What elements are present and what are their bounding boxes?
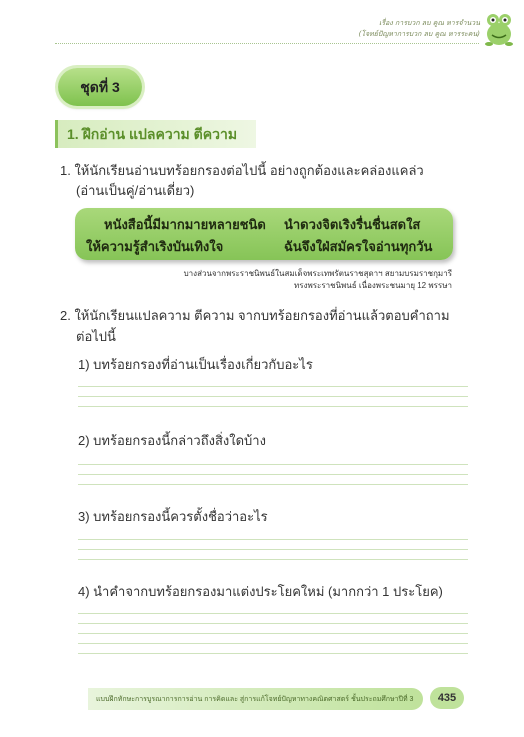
header-line-1: เรื่อง การบวก ลบ คูณ หารจำนวน: [379, 19, 480, 27]
answer-line[interactable]: [78, 559, 468, 560]
question-1-line-1: 1. ให้นักเรียนอ่านบทร้อยกรองต่อไปนี้ อย่างถูกต้องและคล่องแคล่ว: [60, 163, 424, 178]
sub-question-3: 3) บทร้อยกรองนี้ควรตั้งชื่อว่าอะไร: [78, 509, 268, 524]
answer-line[interactable]: [78, 633, 468, 634]
question-2-line-1: 2. ให้นักเรียนแปลความ ตีความ จากบทร้อยกรองที่อ่านแล้วตอบคำถาม: [60, 308, 450, 323]
page-number: 435: [430, 687, 464, 709]
answer-line[interactable]: [78, 643, 468, 644]
answer-line[interactable]: [78, 653, 468, 654]
header-line-2: (โจทย์ปัญหาการบวก ลบ คูณ หารระคน): [358, 30, 480, 38]
sub-question-4: 4) นำคำจากบทร้อยกรองมาแต่งประโยคใหม่ (มากกว่า 1 ประโยค): [78, 584, 443, 599]
answer-line[interactable]: [78, 549, 468, 550]
answer-line[interactable]: [78, 464, 468, 465]
header-divider: [55, 43, 479, 44]
sub-question-2: 2) บทร้อยกรองนี้กล่าวถึงสิ่งใดบ้าง: [78, 433, 266, 448]
footer-text: แบบฝึกทักษะการบูรณาการการอ่าน การคิดและ สู่การแก้โจทย์ปัญหาทางคณิตศาสตร์ ชั้นประถมศึกษาปีที่ 3: [96, 696, 414, 703]
answer-line[interactable]: [78, 474, 468, 475]
answer-line[interactable]: [78, 613, 468, 614]
poem-source: [184, 268, 452, 292]
sub-question-1: 1) บทร้อยกรองที่อ่านเป็นเรื่องเกี่ยวกับอะไร: [78, 357, 313, 372]
answer-line[interactable]: [78, 396, 468, 397]
question-1-line-2: (อ่านเป็นคู่/อ่านเดี่ยว): [76, 183, 195, 198]
frog-mascot-icon: [482, 8, 516, 48]
set-badge: ชุดที่ 3: [58, 68, 142, 106]
section-title: 1. ฝึกอ่าน แปลความ ตีความ: [67, 126, 238, 142]
source-line-2: ทรงพระราชนิพนธ์ เนื่องพระชนมายุ 12 พรรษา: [294, 281, 452, 290]
poem-row1-col1: หนังสือนี้มีมากมายหลายชนิด: [104, 217, 266, 232]
header-topic: [359, 18, 480, 40]
question-2-line-2: ต่อไปนี้: [76, 329, 116, 344]
answer-line[interactable]: [78, 539, 468, 540]
answer-line[interactable]: [78, 623, 468, 624]
poem-row1-col2: นำดวงจิตเริงรื่นชื่นสดใส: [284, 217, 421, 232]
answer-line[interactable]: [78, 406, 468, 407]
answer-line[interactable]: [78, 386, 468, 387]
answer-line[interactable]: [78, 484, 468, 485]
poem-row2-col1: ให้ความรู้สำเริงบันเทิงใจ: [86, 239, 224, 254]
poem-row2-col2: ฉันจึงใฝ่สมัครใจอ่านทุกวัน: [284, 239, 433, 254]
source-line-1: บางส่วนจากพระราชนิพนธ์ในสมเด็จพระเทพรัตนราชสุดาฯ สยามบรมราชกุมารี: [183, 269, 452, 278]
